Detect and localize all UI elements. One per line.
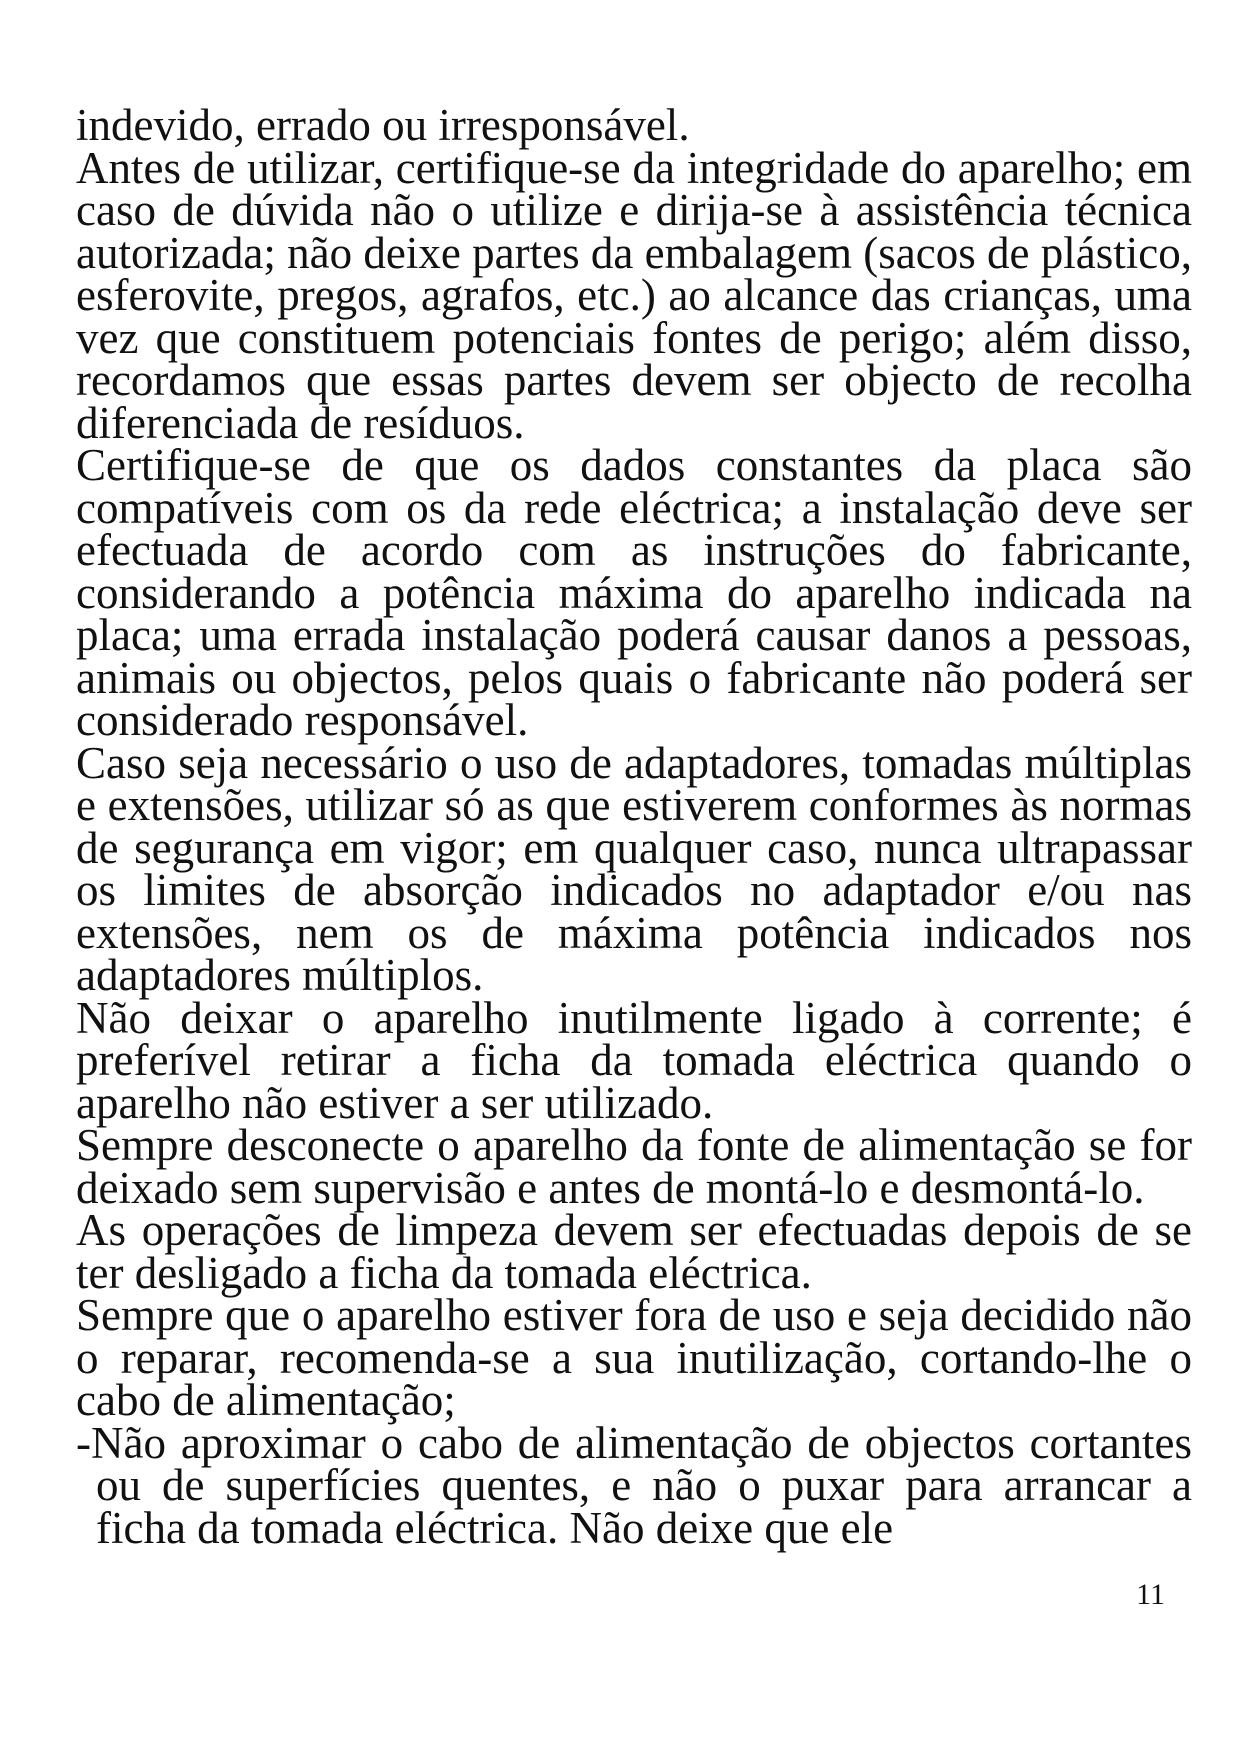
paragraph-disposal: Sempre que o aparelho estiver fora de uso e seja decidido não o reparar, recomenda-se a sua inutilização, cortando-lhe o cabo de alimentação; bbox=[76, 1290, 1192, 1425]
paragraph-cleaning: As operações de limpeza devem ser efectuadas depois de se ter desligado a ficha da tomada eléctrica. bbox=[76, 1205, 1192, 1298]
paragraph-continuation: indevido, errado ou irresponsável. bbox=[76, 100, 690, 150]
paragraph-disconnect: Sempre desconecte o aparelho da fonte de alimentação se for deixado sem supervisão e antes de montá-lo e desmontá-lo. bbox=[76, 1120, 1192, 1213]
paragraph-adapters: Caso seja necessário o uso de adaptadores, tomadas múltiplas e extensões, utilizar só as que estiverem conformes às normas de segurança em vigor; em qualquer caso, nunca ultrapassar os limites de absorção indicados no adaptador e/ou nas extensões, nem os de máxima potência indicados nos adaptadores múltiplos. bbox=[76, 737, 1192, 1000]
body-text bbox=[76, 100, 1192, 1553]
paragraph-unplug: Não deixar o aparelho inutilmente ligado à corrente; é preferível retirar a ficha da tomada eléctrica quando o aparelho não estiver a ser utilizado. bbox=[76, 992, 1192, 1128]
bullet-item-cable: -Não aproximar o cabo de alimentação de objectos cortantes ou de superfícies quentes, e não o puxar para arrancar a ficha da tomada eléctrica. Não deixe que ele bbox=[76, 1417, 1192, 1553]
page-number: 11 bbox=[1136, 1578, 1165, 1611]
paragraph-packaging-warning: Antes de utilizar, certifique-se da integridade do aparelho; em caso de dúvida não o utilize e dirija-se à assistência técnica autorizada; não deixe partes da embalagem (sacos de plástico, esferovite, pregos, agrafos, etc.) ao alcance das crianças, uma vez que constituem potenciais fontes de perigo; além disso, recordamos que essas partes devem ser objecto de recolha diferenciada de resíduos. bbox=[76, 142, 1192, 448]
paragraph-rating-plate: Certifique-se de que os dados constantes da placa são compatíveis com os da rede eléctrica; a instalação deve ser efectuada de acordo com as instruções do fabricante, considerando a potência máxima do aparelho indicada na placa; uma errada instalação poderá causar danos a pessoas, animais ou objectos, pelos quais o fabricante não poderá ser considerado responsável. bbox=[76, 440, 1192, 745]
